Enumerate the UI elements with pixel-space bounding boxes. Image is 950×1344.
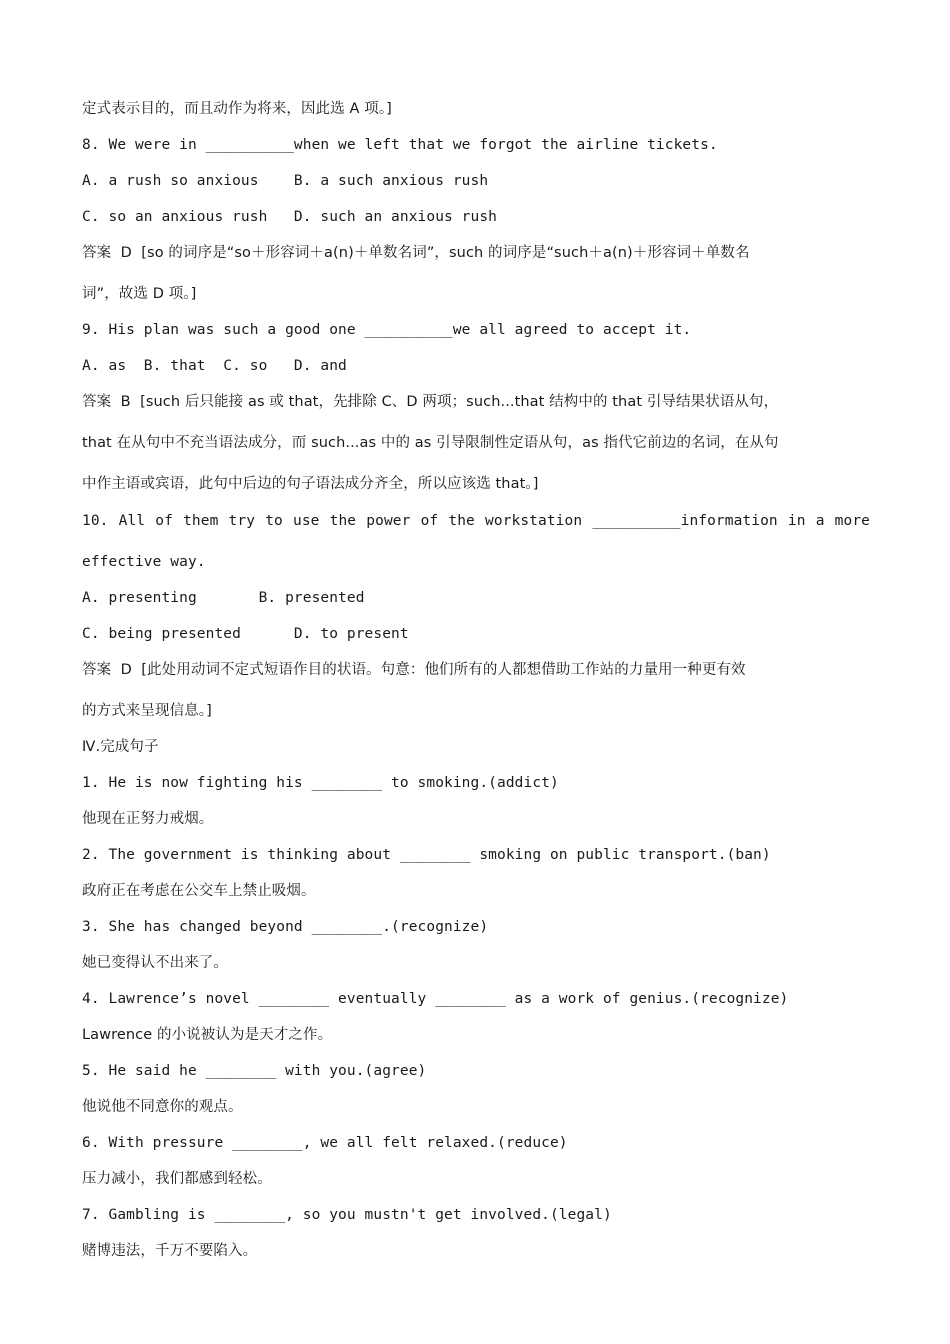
sentence-6: 6. With pressure ________, we all felt relaxed.(reduce): [82, 1135, 568, 1151]
question-8-options-ab: A. a rush so anxious B. a such anxious rush: [82, 173, 489, 189]
sentence-1: 1. He is now fighting his ________ to smoking.(addict): [82, 775, 559, 791]
question-10-continued: effective way.: [82, 554, 206, 570]
question-8: 8. We were in __________when we left that we forgot the airline tickets.: [82, 137, 718, 153]
question-10-options-cd: C. being presented D. to present: [82, 626, 409, 642]
section-heading: Ⅳ.完成句子: [82, 739, 159, 755]
answer-9: 答案 B [such 后只能接 as 或 that，先排除 C、D 两项；such...that 结构中的 that 引导结果状语从句，: [82, 394, 779, 410]
translation-3: 她已变得认不出来了。: [82, 955, 228, 971]
sentence-7: 7. Gambling is ________, so you mustn't get involved.(legal): [82, 1207, 612, 1223]
sentence-5: 5. He said he ________ with you.(agree): [82, 1063, 427, 1079]
translation-1: 他现在正努力戒烟。: [82, 811, 214, 827]
translation-4: Lawrence 的小说被认为是天才之作。: [82, 1027, 333, 1043]
answer-9-continued-2: 中作主语或宾语，此句中后边的句子语法成分齐全，所以应该选 that。]: [82, 476, 539, 492]
question-8-options-cd: C. so an anxious rush D. such an anxious rush: [82, 209, 497, 225]
sentence-2: 2. The government is thinking about ________ smoking on public transport.(ban): [82, 847, 771, 863]
question-9: 9. His plan was such a good one __________we all agreed to accept it.: [82, 322, 692, 338]
translation-6: 压力减小，我们都感到轻松。: [82, 1171, 272, 1187]
translation-5: 他说他不同意你的观点。: [82, 1099, 243, 1115]
answer-continuation-7: 定式表示目的，而且动作为将来，因此选 A 项。]: [82, 101, 392, 117]
question-9-options: A. as B. that C. so D. and: [82, 358, 347, 374]
answer-8-continued: 词”，故选 D 项。]: [82, 286, 197, 302]
sentence-3: 3. She has changed beyond ________.(recognize): [82, 919, 489, 935]
question-10-options-ab: A. presenting B. presented: [82, 590, 365, 606]
translation-2: 政府正在考虑在公交车上禁止吸烟。: [82, 883, 316, 899]
answer-10-continued: 的方式来呈现信息。]: [82, 703, 212, 719]
translation-7: 赌博违法，千万不要陷入。: [82, 1243, 258, 1259]
question-10: 10. All of them try to use the power of the workstation __________information in a more: [82, 513, 870, 529]
sentence-4: 4. Lawrence’s novel ________ eventually ________ as a work of genius.(recognize): [82, 991, 789, 1007]
answer-10: 答案 D [此处用动词不定式短语作目的状语。句意：他们所有的人都想借助工作站的力量用一种更有效: [82, 662, 746, 678]
answer-9-continued-1: that 在从句中不充当语法成分，而 such...as 中的 as 引导限制性定语从句，as 指代它前边的名词，在从句: [82, 435, 779, 451]
answer-8: 答案 D [so 的词序是“so＋形容词＋a(n)＋单数名词”，such 的词序是“such＋a(n)＋形容词＋单数名: [82, 245, 750, 261]
